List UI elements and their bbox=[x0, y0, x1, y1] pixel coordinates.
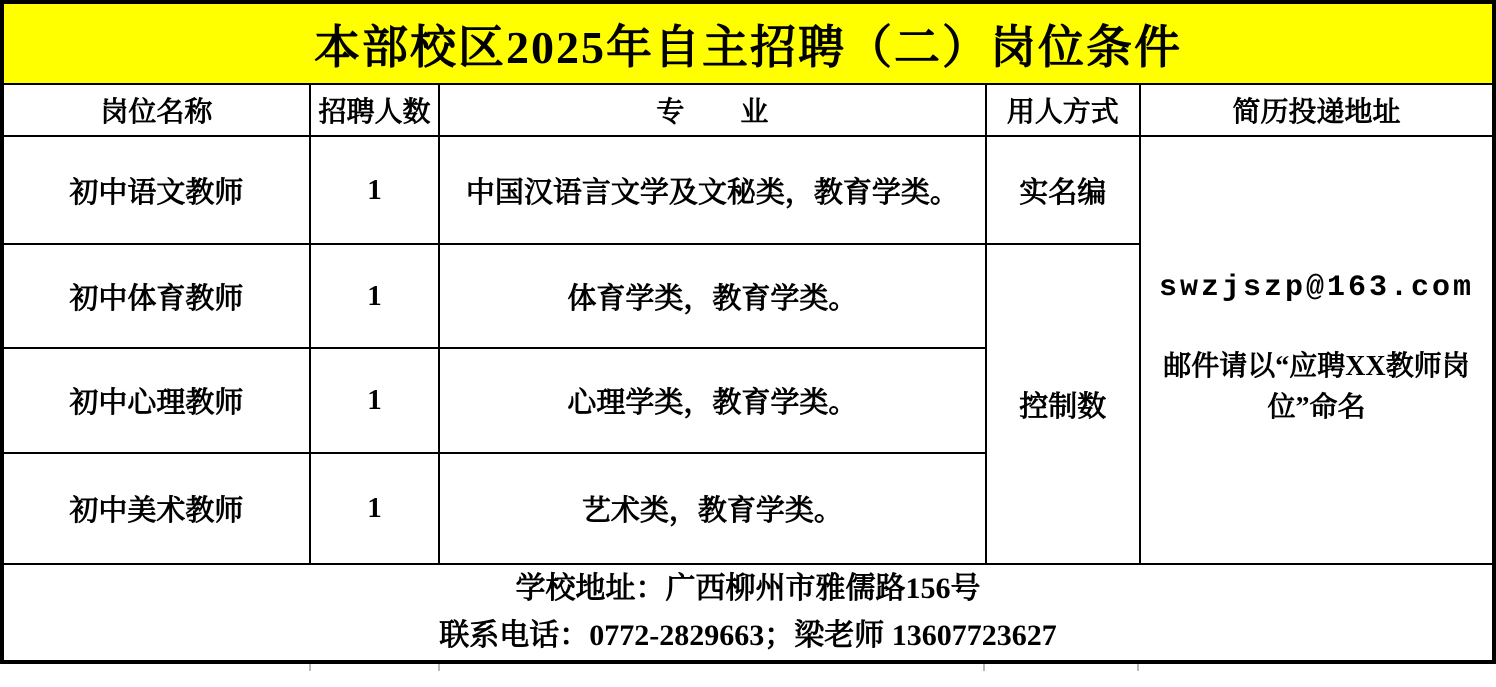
table-row bbox=[2, 136, 1494, 244]
column-divider bbox=[1137, 664, 1139, 671]
position-cell: 初中心理教师 bbox=[2, 348, 310, 453]
header-resume-address: 简历投递地址 bbox=[1140, 84, 1494, 136]
resume-naming-note: 邮件请以“应聘XX教师岗位”命名 bbox=[1163, 351, 1470, 423]
major-cell: 心理学类，教育学类。 bbox=[439, 348, 985, 453]
school-address-line: 学校地址：广西柳州市雅儒路156号 bbox=[515, 572, 981, 605]
title-row bbox=[2, 2, 1494, 84]
employment-cell-kongzhishu: 控制数 bbox=[986, 244, 1140, 564]
next-table-row-sliver bbox=[0, 664, 1496, 671]
page-title: 本部校区2025年自主招聘（二）岗位条件 bbox=[2, 2, 1494, 84]
major-cell: 体育学类，教育学类。 bbox=[439, 244, 985, 348]
resume-address-cell bbox=[1140, 136, 1494, 564]
contact-info-cell bbox=[2, 564, 1494, 662]
resume-email: swzjszp@163.com bbox=[1158, 271, 1475, 306]
footer-row bbox=[2, 564, 1494, 662]
header-employment-type: 用人方式 bbox=[986, 84, 1140, 136]
column-divider bbox=[983, 664, 985, 671]
position-cell: 初中语文教师 bbox=[2, 136, 310, 244]
count-cell: 1 bbox=[310, 136, 439, 244]
header-major: 专 业 bbox=[439, 84, 985, 136]
count-cell: 1 bbox=[310, 244, 439, 348]
position-cell: 初中体育教师 bbox=[2, 244, 310, 348]
count-cell: 1 bbox=[310, 348, 439, 453]
contact-phone-line: 联系电话：0772-2829663；梁老师 13607723627 bbox=[439, 618, 1057, 652]
header-count: 招聘人数 bbox=[310, 84, 439, 136]
major-cell: 艺术类，教育学类。 bbox=[439, 453, 985, 564]
major-cell: 中国汉语言文学及文秘类，教育学类。 bbox=[439, 136, 985, 244]
count-cell: 1 bbox=[310, 453, 439, 564]
resume-address-content bbox=[1147, 271, 1486, 428]
employment-cell-shiming: 实名编 bbox=[986, 136, 1140, 244]
table-header-row bbox=[2, 84, 1494, 136]
position-cell: 初中美术教师 bbox=[2, 453, 310, 564]
column-divider bbox=[438, 664, 440, 671]
header-position: 岗位名称 bbox=[2, 84, 310, 136]
column-divider bbox=[309, 664, 311, 671]
